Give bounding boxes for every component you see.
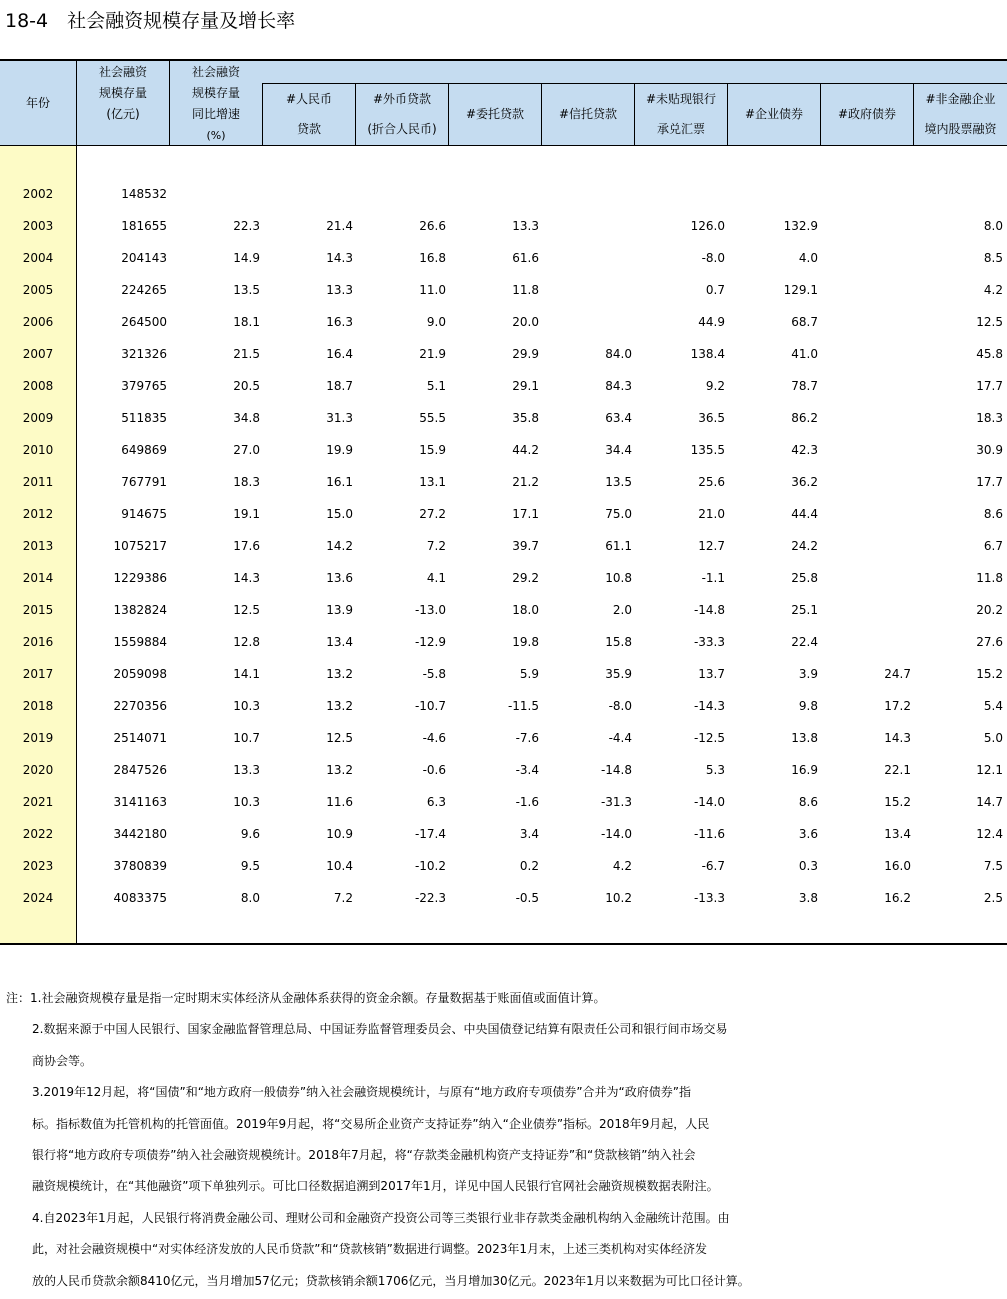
stock-cell: 767791 <box>121 475 167 489</box>
growth-cell: 18.1 <box>233 315 260 329</box>
trust-cell: -14.0 <box>600 827 632 841</box>
bills-cell: 135.5 <box>690 443 725 457</box>
bills-cell: 126.0 <box>690 219 725 233</box>
table-row <box>0 761 1007 781</box>
header-bills: #未贴现银行 承兑汇票 <box>645 92 717 136</box>
corp-cell: 25.8 <box>791 571 818 585</box>
growth-cell: 8.0 <box>240 891 260 905</box>
equity-cell: 12.4 <box>976 827 1003 841</box>
equity-cell: 12.5 <box>976 315 1003 329</box>
corp-cell: 22.4 <box>791 635 818 649</box>
entrusted-cell: 29.9 <box>512 347 539 361</box>
header-year: 年份 <box>25 96 50 110</box>
bills-cell: -14.8 <box>693 603 725 617</box>
bills-cell: 9.2 <box>705 379 725 393</box>
bills-cell: -11.6 <box>693 827 725 841</box>
equity-cell: 30.9 <box>976 443 1003 457</box>
corp-cell: 86.2 <box>791 411 818 425</box>
note-line: 商协会等。 <box>32 1053 93 1068</box>
table-row <box>0 281 1007 301</box>
entrusted-cell: -0.5 <box>515 891 539 905</box>
note-line: 4.自2023年1月起，人民银行将消费金融公司、理财公司和金融资产投资公司等三类银行业非存款类金融机构纳入金融统计范围。由 <box>32 1210 730 1225</box>
fx-cell: 6.3 <box>426 795 446 809</box>
corp-cell: 8.6 <box>798 795 818 809</box>
table-row <box>0 217 1007 237</box>
table-row <box>0 473 1007 493</box>
year-cell: 2017 <box>22 667 54 681</box>
note-line: 银行将“地方政府专项债券”纳入社会融资规模统计。2018年7月起，将“存款类金融机构资产支持证券”和“贷款核销”纳入社会 <box>32 1148 696 1163</box>
stock-cell: 1075217 <box>113 539 167 553</box>
fx-cell: 9.0 <box>426 315 446 329</box>
table-row <box>0 185 1007 205</box>
fx-cell: -0.6 <box>422 763 446 777</box>
corp-cell: 16.9 <box>791 763 818 777</box>
bills-cell: -12.5 <box>693 731 725 745</box>
stock-cell: 3442180 <box>113 827 167 841</box>
table-row <box>0 505 1007 525</box>
table-row <box>0 825 1007 845</box>
entrusted-cell: 39.7 <box>512 539 539 553</box>
stock-cell: 2847526 <box>113 763 167 777</box>
trust-cell: 15.8 <box>605 635 632 649</box>
table-row <box>0 249 1007 269</box>
stock-cell: 224265 <box>121 283 167 297</box>
entrusted-cell: 5.9 <box>519 667 539 681</box>
stock-cell: 379765 <box>121 379 167 393</box>
rmb-cell: 13.2 <box>326 763 353 777</box>
entrusted-cell: -1.6 <box>515 795 539 809</box>
fx-cell: -10.7 <box>414 699 446 713</box>
trust-cell: 75.0 <box>605 507 632 521</box>
stock-cell: 1229386 <box>113 571 167 585</box>
growth-cell: 27.0 <box>233 443 260 457</box>
equity-cell: 18.3 <box>976 411 1003 425</box>
fx-cell: -12.9 <box>414 635 446 649</box>
growth-cell: 10.7 <box>233 731 260 745</box>
note-line: 放的人民币贷款余额8410亿元，当月增加57亿元；贷款核销余额1706亿元，当月增加30亿元。2023年1月以来数据为可比口径计算。 <box>32 1273 750 1288</box>
note-line: 3.2019年12月起，将“国债”和“地方政府一般债券”纳入社会融资规模统计，与原有“地方政府专项债券”合并为“政府债券”指 <box>32 1085 691 1100</box>
growth-cell: 14.1 <box>233 667 260 681</box>
growth-cell: 12.5 <box>233 603 260 617</box>
growth-cell: 10.3 <box>233 699 260 713</box>
bills-cell: -14.3 <box>693 699 725 713</box>
stock-cell: 1382824 <box>113 603 167 617</box>
entrusted-cell: 13.3 <box>512 219 539 233</box>
corp-cell: 24.2 <box>791 539 818 553</box>
gov-cell: 16.2 <box>884 891 911 905</box>
header-corp-bonds: #企业债券 <box>744 107 804 121</box>
table-row <box>0 857 1007 877</box>
rmb-cell: 15.0 <box>326 507 353 521</box>
entrusted-cell: 61.6 <box>512 251 539 265</box>
fx-cell: 5.1 <box>426 379 446 393</box>
table-row <box>0 569 1007 589</box>
stock-cell: 1559884 <box>113 635 167 649</box>
year-cell: 2009 <box>22 411 54 425</box>
trust-cell: 63.4 <box>605 411 632 425</box>
bills-cell: -8.0 <box>701 251 725 265</box>
year-cell: 2013 <box>22 539 54 553</box>
bills-cell: -14.0 <box>693 795 725 809</box>
year-cell: 2024 <box>22 891 54 905</box>
header-stock: 社会融资 规模存量 (亿元) <box>98 65 147 121</box>
rmb-cell: 16.1 <box>326 475 353 489</box>
bills-cell: 13.7 <box>698 667 725 681</box>
rmb-cell: 16.4 <box>326 347 353 361</box>
fx-cell: 26.6 <box>419 219 446 233</box>
header-growth: 社会融资 规模存量 同比增速 (%) <box>191 65 240 142</box>
bills-cell: -1.1 <box>701 571 725 585</box>
corp-cell: 13.8 <box>791 731 818 745</box>
corp-cell: 9.8 <box>798 699 818 713</box>
equity-cell: 27.6 <box>976 635 1003 649</box>
bills-cell: 36.5 <box>698 411 725 425</box>
entrusted-cell: 19.8 <box>512 635 539 649</box>
stock-cell: 2270356 <box>113 699 167 713</box>
growth-cell: 9.6 <box>240 827 260 841</box>
notes <box>6 983 806 1297</box>
entrusted-cell: 21.2 <box>512 475 539 489</box>
trust-cell: 61.1 <box>605 539 632 553</box>
year-cell: 2022 <box>22 827 54 841</box>
corp-cell: 44.4 <box>791 507 818 521</box>
entrusted-cell: 35.8 <box>512 411 539 425</box>
year-cell: 2019 <box>22 731 54 745</box>
equity-cell: 11.8 <box>976 571 1003 585</box>
corp-cell: 3.9 <box>798 667 818 681</box>
stock-cell: 148532 <box>121 187 167 201</box>
stock-cell: 3141163 <box>113 795 167 809</box>
trust-cell: 2.0 <box>612 603 632 617</box>
fx-cell: 4.1 <box>426 571 446 585</box>
rmb-cell: 14.2 <box>326 539 353 553</box>
growth-cell: 19.1 <box>233 507 260 521</box>
note-line: 2.数据来源于中国人民银行、国家金融监督管理总局、中国证券监督管理委员会、中央国债登记结算有限责任公司和银行间市场交易 <box>32 1022 728 1037</box>
header-fx-loans: #外币贷款 (折合人民币) <box>367 92 437 136</box>
fx-cell: -4.6 <box>422 731 446 745</box>
rmb-cell: 13.2 <box>326 699 353 713</box>
table-row <box>0 889 1007 909</box>
equity-cell: 2.5 <box>983 891 1003 905</box>
fx-cell: -17.4 <box>414 827 446 841</box>
table-row <box>0 633 1007 653</box>
growth-cell: 12.8 <box>233 635 260 649</box>
bills-cell: -6.7 <box>701 859 725 873</box>
equity-cell: 15.2 <box>976 667 1003 681</box>
fx-cell: 15.9 <box>419 443 446 457</box>
fx-cell: 7.2 <box>426 539 446 553</box>
year-cell: 2003 <box>22 219 54 233</box>
trust-cell: 13.5 <box>605 475 632 489</box>
equity-cell: 20.2 <box>976 603 1003 617</box>
entrusted-cell: 17.1 <box>512 507 539 521</box>
fx-cell: -22.3 <box>414 891 446 905</box>
table-row <box>0 537 1007 557</box>
year-cell: 2018 <box>22 699 54 713</box>
table-row <box>0 377 1007 397</box>
fx-cell: 11.0 <box>419 283 446 297</box>
rmb-cell: 13.2 <box>326 667 353 681</box>
growth-cell: 34.8 <box>233 411 260 425</box>
gov-cell: 17.2 <box>884 699 911 713</box>
growth-cell: 10.3 <box>233 795 260 809</box>
corp-cell: 78.7 <box>791 379 818 393</box>
fx-cell: 27.2 <box>419 507 446 521</box>
note-line: 注：1.社会融资规模存量是指一定时期末实体经济从金融体系获得的资金余额。存量数据基于账面值或面值计算。 <box>6 991 606 1005</box>
growth-cell: 20.5 <box>233 379 260 393</box>
entrusted-cell: -11.5 <box>507 699 539 713</box>
equity-cell: 4.2 <box>983 283 1003 297</box>
stock-cell: 181655 <box>121 219 167 233</box>
equity-cell: 8.5 <box>983 251 1003 265</box>
trust-cell: -14.8 <box>600 763 632 777</box>
entrusted-cell: 20.0 <box>512 315 539 329</box>
corp-cell: 4.0 <box>798 251 818 265</box>
equity-cell: 8.6 <box>983 507 1003 521</box>
trust-cell: 84.0 <box>605 347 632 361</box>
growth-cell: 9.5 <box>240 859 260 873</box>
trust-cell: -8.0 <box>608 699 632 713</box>
year-cell: 2021 <box>22 795 54 809</box>
growth-cell: 14.9 <box>233 251 260 265</box>
equity-cell: 12.1 <box>976 763 1003 777</box>
trust-cell: 10.2 <box>605 891 632 905</box>
entrusted-cell: 44.2 <box>512 443 539 457</box>
year-cell: 2010 <box>22 443 54 457</box>
table-row <box>0 729 1007 749</box>
gov-cell: 15.2 <box>884 795 911 809</box>
table-title: 18-4 社会融资规模存量及增长率 <box>5 10 296 32</box>
rmb-cell: 10.4 <box>326 859 353 873</box>
stock-cell: 649869 <box>121 443 167 457</box>
rmb-cell: 18.7 <box>326 379 353 393</box>
note-line: 此，对社会融资规模中“对实体经济发放的人民币贷款”和“贷款核销”数据进行调整。2023年1月末，上述三类机构对实体经济发 <box>32 1242 708 1257</box>
equity-cell: 6.7 <box>983 539 1003 553</box>
gov-cell: 22.1 <box>884 763 911 777</box>
year-cell: 2014 <box>22 571 54 585</box>
note-line: 标。指标数值为托管机构的托管面值。2019年9月起，将“交易所企业资产支持证券”纳入“企业债券”指标。2018年9月起，人民 <box>32 1116 710 1131</box>
rmb-cell: 13.6 <box>326 571 353 585</box>
entrusted-cell: 18.0 <box>512 603 539 617</box>
fx-cell: -5.8 <box>422 667 446 681</box>
rmb-cell: 13.4 <box>326 635 353 649</box>
header-equity: #非金融企业 境内股票融资 <box>924 92 997 136</box>
equity-cell: 8.0 <box>983 219 1003 233</box>
entrusted-cell: -3.4 <box>515 763 539 777</box>
trust-cell: -31.3 <box>600 795 632 809</box>
year-cell: 2020 <box>22 763 54 777</box>
rmb-cell: 19.9 <box>326 443 353 457</box>
stock-cell: 2059098 <box>113 667 167 681</box>
fx-cell: 55.5 <box>419 411 446 425</box>
stock-cell: 4083375 <box>113 891 167 905</box>
note-line: 融资规模统计，在“其他融资”项下单独列示。可比口径数据追溯到2017年1月，详见中国人民银行官网社会融资规模数据表附注。 <box>32 1179 719 1194</box>
rmb-cell: 10.9 <box>326 827 353 841</box>
trust-cell: 4.2 <box>612 859 632 873</box>
corp-cell: 42.3 <box>791 443 818 457</box>
entrusted-cell: 11.8 <box>512 283 539 297</box>
stock-cell: 2514071 <box>113 731 167 745</box>
trust-cell: -4.4 <box>608 731 632 745</box>
entrusted-cell: 0.2 <box>519 859 539 873</box>
bills-cell: 44.9 <box>698 315 725 329</box>
stock-cell: 264500 <box>121 315 167 329</box>
gov-cell: 14.3 <box>884 731 911 745</box>
bills-cell: -13.3 <box>693 891 725 905</box>
header-rmb-loans: #人民币 贷款 <box>285 92 333 136</box>
year-cell: 2015 <box>22 603 54 617</box>
stock-cell: 914675 <box>121 507 167 521</box>
rmb-cell: 11.6 <box>326 795 353 809</box>
year-cell: 2023 <box>22 859 54 873</box>
bottom-rule <box>0 943 1007 945</box>
equity-cell: 5.0 <box>983 731 1003 745</box>
stock-cell: 321326 <box>121 347 167 361</box>
trust-cell: 35.9 <box>605 667 632 681</box>
year-cell: 2005 <box>22 283 54 297</box>
table-row <box>0 697 1007 717</box>
corp-cell: 0.3 <box>798 859 818 873</box>
year-cell: 2004 <box>22 251 54 265</box>
corp-cell: 36.2 <box>791 475 818 489</box>
growth-cell: 17.6 <box>233 539 260 553</box>
entrusted-cell: 29.1 <box>512 379 539 393</box>
gov-cell: 16.0 <box>884 859 911 873</box>
entrusted-cell: -7.6 <box>515 731 539 745</box>
stock-cell: 204143 <box>121 251 167 265</box>
rmb-cell: 7.2 <box>333 891 353 905</box>
fx-cell: 13.1 <box>419 475 446 489</box>
bills-cell: 25.6 <box>698 475 725 489</box>
equity-cell: 5.4 <box>983 699 1003 713</box>
year-cell: 2008 <box>22 379 54 393</box>
table-row <box>0 665 1007 685</box>
bills-cell: 0.7 <box>705 283 725 297</box>
table-row <box>0 601 1007 621</box>
growth-cell: 22.3 <box>233 219 260 233</box>
bills-cell: 138.4 <box>690 347 725 361</box>
corp-cell: 129.1 <box>783 283 818 297</box>
table-row <box>0 313 1007 333</box>
stock-cell: 511835 <box>121 411 167 425</box>
entrusted-cell: 29.2 <box>512 571 539 585</box>
bills-cell: 5.3 <box>705 763 725 777</box>
growth-cell: 21.5 <box>233 347 260 361</box>
rmb-cell: 12.5 <box>326 731 353 745</box>
fx-cell: -13.0 <box>414 603 446 617</box>
header-gov-bonds: #政府债券 <box>837 107 897 121</box>
year-cell: 2006 <box>22 315 54 329</box>
fx-cell: 21.9 <box>419 347 446 361</box>
fx-cell: 16.8 <box>419 251 446 265</box>
equity-cell: 7.5 <box>983 859 1003 873</box>
trust-cell: 84.3 <box>605 379 632 393</box>
rmb-cell: 31.3 <box>326 411 353 425</box>
rmb-cell: 13.9 <box>326 603 353 617</box>
table-row <box>0 793 1007 813</box>
header-entrusted-loans: #委托贷款 <box>465 107 525 121</box>
rmb-cell: 13.3 <box>326 283 353 297</box>
table-row <box>0 441 1007 461</box>
stock-cell: 3780839 <box>113 859 167 873</box>
corp-cell: 132.9 <box>783 219 818 233</box>
corp-cell: 3.8 <box>798 891 818 905</box>
trust-cell: 10.8 <box>605 571 632 585</box>
gov-cell: 24.7 <box>884 667 911 681</box>
growth-cell: 14.3 <box>233 571 260 585</box>
growth-cell: 18.3 <box>233 475 260 489</box>
year-cell: 2016 <box>22 635 54 649</box>
growth-cell: 13.3 <box>233 763 260 777</box>
year-cell: 2002 <box>22 187 54 201</box>
trust-cell: 34.4 <box>605 443 632 457</box>
equity-cell: 14.7 <box>976 795 1003 809</box>
corp-cell: 3.6 <box>798 827 818 841</box>
entrusted-cell: 3.4 <box>519 827 539 841</box>
bills-cell: -33.3 <box>693 635 725 649</box>
corp-cell: 25.1 <box>791 603 818 617</box>
header-trust-loans: #信托贷款 <box>558 107 618 121</box>
rmb-cell: 21.4 <box>326 219 353 233</box>
growth-cell: 13.5 <box>233 283 260 297</box>
year-cell: 2011 <box>22 475 54 489</box>
equity-cell: 17.7 <box>976 475 1003 489</box>
bills-cell: 12.7 <box>698 539 725 553</box>
header-rule <box>0 145 1007 146</box>
year-cell: 2012 <box>22 507 54 521</box>
fx-cell: -10.2 <box>414 859 446 873</box>
rmb-cell: 14.3 <box>326 251 353 265</box>
year-cell: 2007 <box>22 347 54 361</box>
bills-cell: 21.0 <box>698 507 725 521</box>
rmb-cell: 16.3 <box>326 315 353 329</box>
table-row <box>0 345 1007 365</box>
corp-cell: 41.0 <box>791 347 818 361</box>
corp-cell: 68.7 <box>791 315 818 329</box>
table-row <box>0 409 1007 429</box>
gov-cell: 13.4 <box>884 827 911 841</box>
equity-cell: 17.7 <box>976 379 1003 393</box>
equity-cell: 45.8 <box>976 347 1003 361</box>
